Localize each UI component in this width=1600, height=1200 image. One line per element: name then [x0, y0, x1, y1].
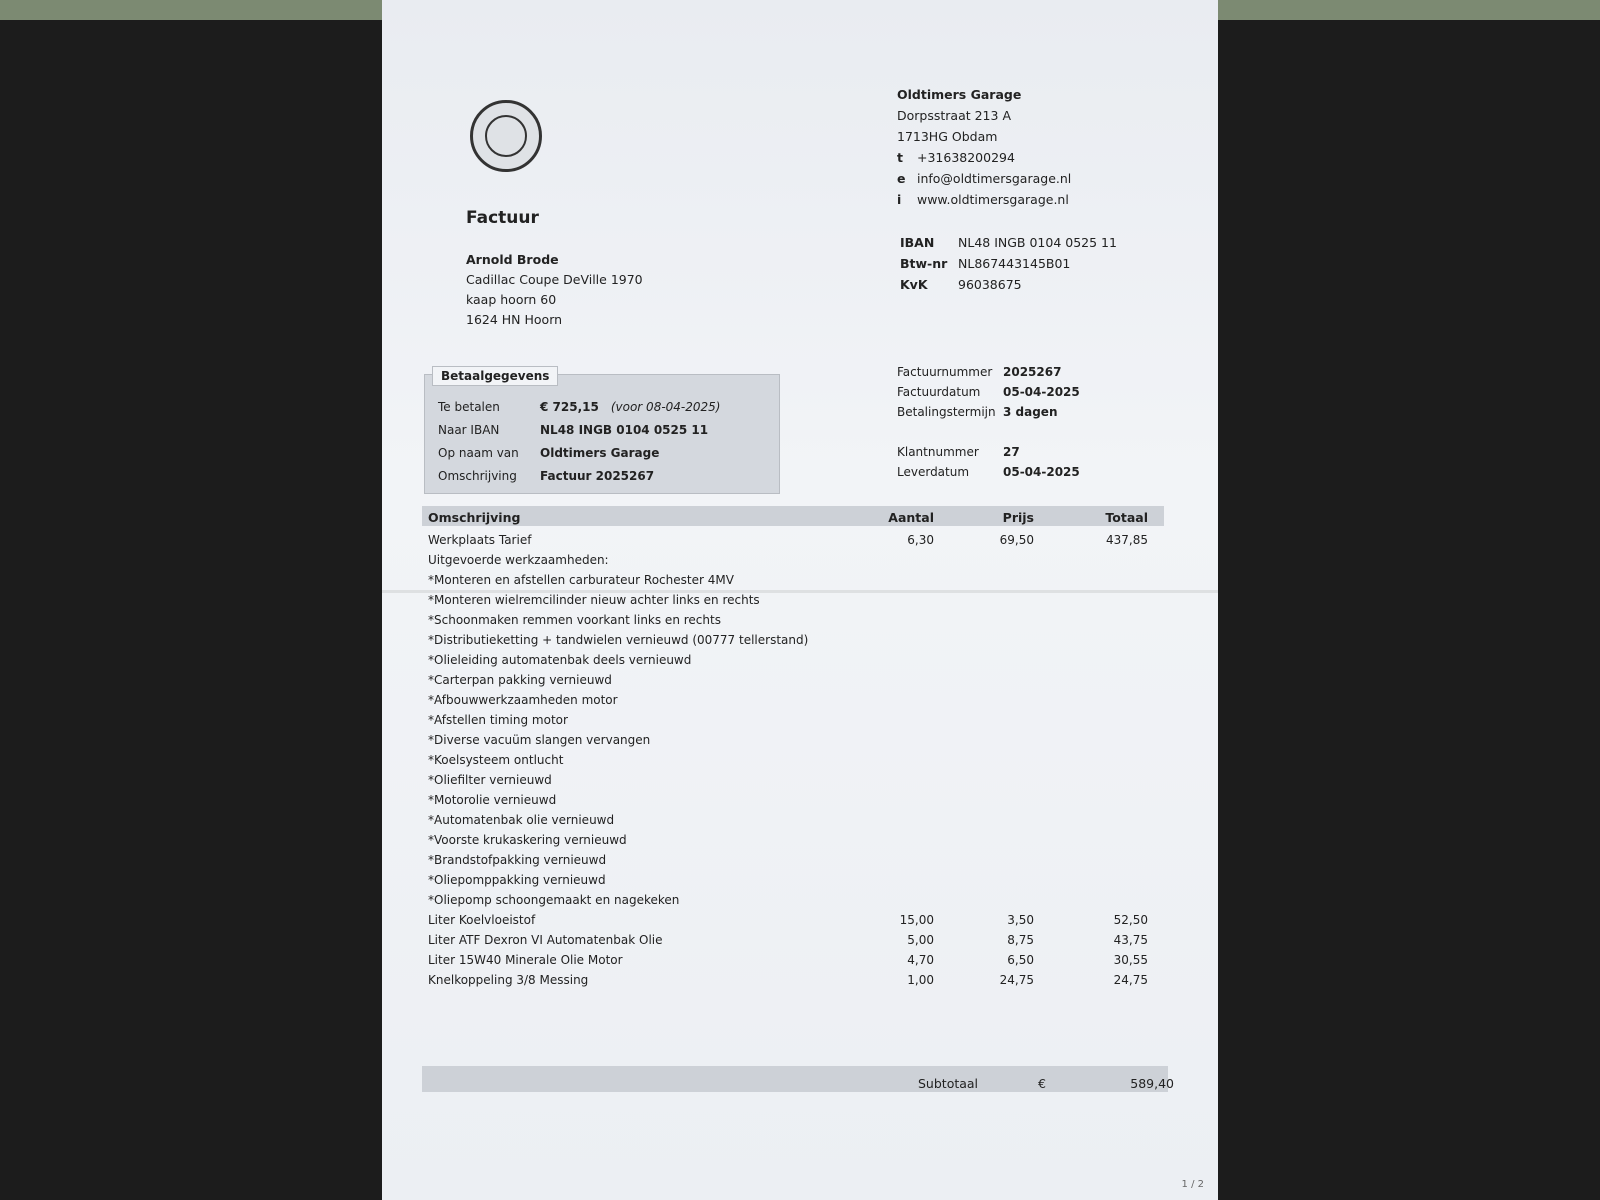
- header-quantity: Aantal: [888, 510, 934, 525]
- table-row: [428, 850, 1164, 870]
- delivery-date-label: Leverdatum: [897, 465, 970, 479]
- table-header-bar: [422, 506, 1164, 526]
- table-row: [428, 550, 1164, 570]
- subtotal-bar: [422, 1066, 1168, 1092]
- customer-number-label: Klantnummer: [897, 445, 979, 459]
- item-quantity: 1,00: [907, 973, 934, 987]
- customer-number-row: [897, 442, 1080, 462]
- payment-header: Betaalgegevens: [432, 366, 558, 386]
- payment-name: Oldtimers Garage: [540, 446, 660, 460]
- iban-row: [900, 232, 1117, 253]
- company-city: 1713HG Obdam: [897, 129, 998, 144]
- table-row: [428, 530, 1164, 550]
- table-row: [428, 710, 1164, 730]
- delivery-date: 05-04-2025: [1003, 465, 1080, 479]
- payment-name-label: Op naam van: [438, 446, 519, 460]
- item-quantity: 6,30: [907, 533, 934, 547]
- header-total: Totaal: [1105, 510, 1148, 525]
- company-web-row: [897, 189, 1071, 210]
- item-quantity: 4,70: [907, 953, 934, 967]
- table-row: [428, 670, 1164, 690]
- item-description: *Voorste krukaskering vernieuwd: [428, 833, 627, 847]
- web-label: i: [897, 192, 902, 207]
- customer-block: [466, 250, 643, 330]
- table-row: [428, 730, 1164, 750]
- item-total: 52,50: [1113, 913, 1148, 927]
- item-price: 3,50: [1007, 913, 1034, 927]
- company-block: [897, 84, 1071, 210]
- subtotal-label: Subtotaal: [918, 1076, 979, 1091]
- page-number: 1 / 2: [1181, 1179, 1204, 1190]
- invoice-date: 05-04-2025: [1003, 385, 1080, 399]
- payment-amount: € 725,15: [540, 400, 599, 414]
- item-price: 8,75: [1007, 933, 1034, 947]
- item-description: *Schoonmaken remmen voorkant links en rechts: [428, 613, 721, 627]
- email-label: e: [897, 171, 906, 186]
- invoice-number-label: Factuurnummer: [897, 365, 993, 379]
- company-email-row: [897, 168, 1071, 189]
- garage-seal-icon: [470, 100, 542, 172]
- item-quantity: 15,00: [899, 913, 934, 927]
- logo-inner-ring: [485, 115, 527, 157]
- item-description: *Motorolie vernieuwd: [428, 793, 557, 807]
- btw-row: [900, 253, 1117, 274]
- document-title: Factuur: [466, 208, 539, 228]
- item-description: Uitgevoerde werkzaamheden:: [428, 553, 609, 567]
- item-total: 24,75: [1113, 973, 1148, 987]
- company-bank-block: [900, 232, 1117, 295]
- payment-iban-label: Naar IBAN: [438, 423, 500, 437]
- company-name: Oldtimers Garage: [897, 87, 1022, 102]
- item-total: 30,55: [1113, 953, 1148, 967]
- invoice-paper: [382, 0, 1218, 1200]
- btw-label: Btw-nr: [900, 256, 948, 271]
- table-row: [428, 770, 1164, 790]
- table-row: [428, 570, 1164, 590]
- customer-vehicle: Cadillac Coupe DeVille 1970: [466, 272, 643, 287]
- table-row: [428, 610, 1164, 630]
- invoice-date-label: Factuurdatum: [897, 385, 981, 399]
- item-description: Liter Koelvloeistof: [428, 913, 536, 927]
- kvk-row: [900, 274, 1117, 295]
- item-price: 69,50: [999, 533, 1034, 547]
- table-row: [428, 810, 1164, 830]
- term-row: [897, 402, 1080, 422]
- table-row: [428, 790, 1164, 810]
- company-kvk: 96038675: [958, 277, 1022, 292]
- item-description: Werkplaats Tarief: [428, 533, 532, 547]
- company-street: Dorpsstraat 213 A: [897, 108, 1011, 123]
- subtotal-currency: €: [1038, 1076, 1046, 1091]
- item-description: *Afbouwwerkzaamheden motor: [428, 693, 618, 707]
- item-description: *Olieleiding automatenbak deels vernieuwd: [428, 653, 692, 667]
- kvk-label: KvK: [900, 277, 928, 292]
- table-row: [428, 590, 1164, 610]
- payment-name-row: [438, 442, 720, 465]
- table-row: [428, 930, 1164, 950]
- customer-number: 27: [1003, 445, 1020, 459]
- payment-iban: NL48 INGB 0104 0525 11: [540, 423, 709, 437]
- customer-name: Arnold Brode: [466, 252, 559, 267]
- table-row: [428, 870, 1164, 890]
- header-price: Prijs: [1002, 510, 1034, 525]
- table-row: [428, 950, 1164, 970]
- table-row: [428, 830, 1164, 850]
- item-description: *Monteren en afstellen carburateur Rochester 4MV: [428, 573, 734, 587]
- company-phone-row: [897, 147, 1071, 168]
- item-description: Knelkoppeling 3/8 Messing: [428, 973, 589, 987]
- table-row: [428, 750, 1164, 770]
- table-row: [428, 630, 1164, 650]
- phone-label: t: [897, 150, 903, 165]
- item-description: *Carterpan pakking vernieuwd: [428, 673, 612, 687]
- subtotal-value: 589,40: [1130, 1076, 1174, 1091]
- item-price: 24,75: [999, 973, 1034, 987]
- company-phone: +31638200294: [916, 150, 1015, 165]
- header-description: Omschrijving: [428, 510, 521, 525]
- payment-desc: Factuur 2025267: [540, 469, 655, 483]
- item-description: *Automatenbak olie vernieuwd: [428, 813, 615, 827]
- invoice-items: [428, 530, 1164, 990]
- item-quantity: 5,00: [907, 933, 934, 947]
- term-label: Betalingstermijn: [897, 405, 996, 419]
- table-row: [428, 890, 1164, 910]
- payment-desc-row: [438, 465, 720, 488]
- item-description: *Monteren wielremcilinder nieuw achter links en rechts: [428, 593, 760, 607]
- item-description: Liter ATF Dexron VI Automatenbak Olie: [428, 933, 663, 947]
- table-row: [428, 910, 1164, 930]
- term-value: 3 dagen: [1003, 405, 1058, 419]
- meta-spacer: [897, 422, 1080, 442]
- customer-city: 1624 HN Hoorn: [466, 312, 563, 327]
- company-iban: NL48 INGB 0104 0525 11: [958, 235, 1117, 250]
- iban-label: IBAN: [900, 235, 935, 250]
- delivery-date-row: [897, 462, 1080, 482]
- invoice-number: 2025267: [1003, 365, 1062, 379]
- table-row: [428, 650, 1164, 670]
- payment-desc-label: Omschrijving: [438, 469, 517, 483]
- customer-street: kaap hoorn 60: [466, 292, 557, 307]
- company-email: info@oldtimersgarage.nl: [916, 171, 1072, 186]
- item-total: 43,75: [1113, 933, 1148, 947]
- table-row: [428, 970, 1164, 990]
- table-row: [428, 690, 1164, 710]
- company-btw: NL867443145B01: [958, 256, 1071, 271]
- invoice-date-row: [897, 382, 1080, 402]
- item-description: *Oliefilter vernieuwd: [428, 773, 552, 787]
- payment-details: [438, 396, 720, 488]
- company-web: www.oldtimersgarage.nl: [916, 192, 1069, 207]
- amount-label: Te betalen: [438, 400, 500, 414]
- item-total: 437,85: [1106, 533, 1148, 547]
- item-description: *Koelsysteem ontlucht: [428, 753, 564, 767]
- item-description: *Oliepomppakking vernieuwd: [428, 873, 606, 887]
- item-price: 6,50: [1007, 953, 1034, 967]
- item-description: Liter 15W40 Minerale Olie Motor: [428, 953, 623, 967]
- invoice-number-row: [897, 362, 1080, 382]
- item-description: *Oliepomp schoongemaakt en nagekeken: [428, 893, 680, 907]
- item-description: *Distributieketting + tandwielen vernieuwd (00777 tellerstand): [428, 633, 809, 647]
- payment-amount-row: [438, 396, 720, 419]
- item-description: *Afstellen timing motor: [428, 713, 568, 727]
- item-description: *Brandstofpakking vernieuwd: [428, 853, 607, 867]
- item-description: *Diverse vacuüm slangen vervangen: [428, 733, 651, 747]
- payment-iban-row: [438, 419, 720, 442]
- payment-due-note: (voor 08-04-2025): [610, 400, 721, 414]
- invoice-meta: [897, 362, 1080, 482]
